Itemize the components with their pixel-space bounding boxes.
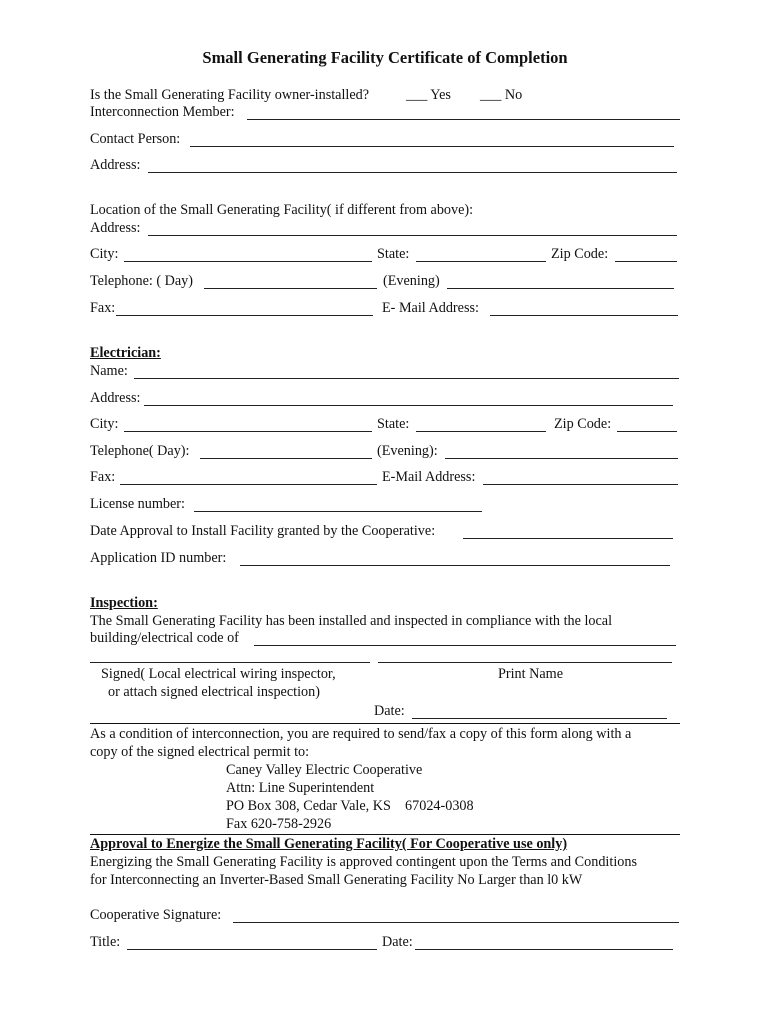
location-email-field[interactable] [490,315,678,316]
location-fax-label: Fax: [90,300,116,316]
electrician-tel-evening-label: (Evening): [377,443,438,459]
electrician-fax-field[interactable] [120,484,377,485]
electrician-email-field[interactable] [483,484,678,485]
approval-heading: Approval to Energize the Small Generating Facility( For Cooperative use only) [90,836,568,852]
electrician-address-field[interactable] [144,405,673,406]
location-city-field[interactable] [124,261,372,262]
inspection-heading: Inspection: [90,595,158,611]
electrician-zip-field[interactable] [617,431,677,432]
notice-address-3: PO Box 308, Cedar Vale, KS 67024-0308 [226,798,474,814]
electrician-name-label: Name: [90,363,128,379]
approval-date-field[interactable] [415,949,673,950]
application-id-label: Application ID number: [90,550,227,566]
contact-field[interactable] [190,146,674,147]
application-id-field[interactable] [240,565,670,566]
section-divider [90,834,680,835]
electrician-state-label: State: [377,416,410,432]
section-divider [90,723,680,724]
inspection-date-label: Date: [374,703,405,719]
electrician-zip-label: Zip Code: [554,416,612,432]
location-tel-evening-field[interactable] [447,288,674,289]
license-label: License number: [90,496,185,512]
electrician-city-label: City: [90,416,119,432]
signed-line2: or attach signed electrical inspection) [108,684,320,700]
owner-installed-question: Is the Small Generating Facility owner-installed? [90,87,370,103]
building-code-field[interactable] [254,645,676,646]
signed-line1: Signed( Local electrical wiring inspector, [101,666,336,682]
member-field[interactable] [247,119,680,120]
notice-line2: copy of the signed electrical permit to: [90,744,310,760]
electrician-city-field[interactable] [124,431,372,432]
location-address-field[interactable] [148,235,677,236]
electrician-heading: Electrician: [90,345,161,361]
print-name-field[interactable] [378,662,672,663]
notice-address-2: Attn: Line Superintendent [226,780,375,796]
location-tel-day-field[interactable] [204,288,377,289]
approval-date-field[interactable] [463,538,673,539]
page-title: Small Generating Facility Certificate of Completion [202,48,568,67]
license-field[interactable] [194,511,482,512]
inspection-line1: The Small Generating Facility has been installed and inspected in compliance with the local [90,613,613,629]
approval-title-field[interactable] [127,949,377,950]
inspection-date-field[interactable] [412,718,667,719]
owner-installed-no[interactable]: ___ No [480,87,523,103]
approval-title-label: Title: [90,934,121,950]
notice-fax: Fax 620-758-2926 [226,816,332,832]
location-heading: Location of the Small Generating Facility( if different from above): [90,202,474,218]
electrician-tel-evening-field[interactable] [445,458,678,459]
member-label: Interconnection Member: [90,104,235,120]
location-zip-label: Zip Code: [551,246,609,262]
electrician-tel-day-label: Telephone( Day): [90,443,190,459]
notice-address-1: Caney Valley Electric Cooperative [226,762,423,778]
notice-line1: As a condition of interconnection, you are required to send/fax a copy of this form along with a [90,726,632,742]
coop-signature-label: Cooperative Signature: [90,907,222,923]
inspection-line2: building/electrical code of [90,630,239,646]
owner-installed-yes[interactable]: ___ Yes [406,87,451,103]
contact-label: Contact Person: [90,131,181,147]
address-field[interactable] [148,172,677,173]
print-name-label: Print Name [498,666,564,682]
coop-signature-field[interactable] [233,922,679,923]
location-tel-evening-label: (Evening) [383,273,440,289]
location-fax-field[interactable] [116,315,373,316]
location-zip-field[interactable] [615,261,677,262]
electrician-state-field[interactable] [416,431,546,432]
approval-date-label: Date: [382,934,413,950]
approval-line2: for Interconnecting an Inverter-Based Small Generating Facility No Larger than l0 kW [90,872,583,888]
inspector-signature-field[interactable] [90,662,370,663]
approval-line1: Energizing the Small Generating Facility is approved contingent upon the Terms and Conditions [90,854,637,870]
location-email-label: E- Mail Address: [382,300,479,316]
location-state-field[interactable] [416,261,546,262]
location-tel-day-label: Telephone: ( Day) [90,273,194,289]
approval-date-label: Date Approval to Install Facility granted by the Cooperative: [90,523,436,539]
electrician-tel-day-field[interactable] [200,458,372,459]
electrician-address-label: Address: [90,390,141,406]
electrician-name-field[interactable] [134,378,679,379]
electrician-fax-label: Fax: [90,469,116,485]
electrician-email-label: E-Mail Address: [382,469,476,485]
location-address-label: Address: [90,220,141,236]
address-label: Address: [90,157,141,173]
location-city-label: City: [90,246,119,262]
location-state-label: State: [377,246,410,262]
